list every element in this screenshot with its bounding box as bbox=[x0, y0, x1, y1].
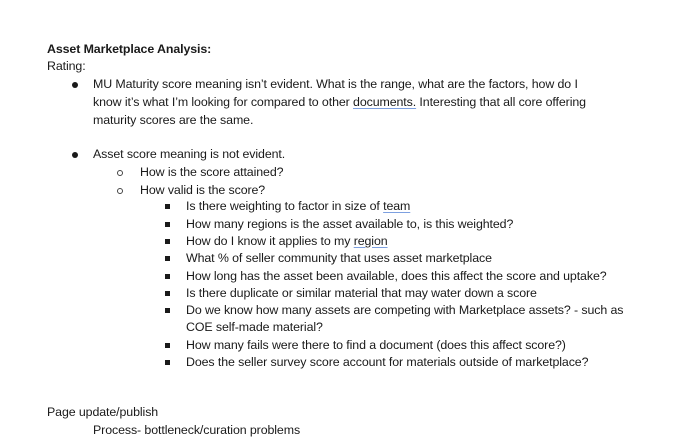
text-segment: Interesting that all core offering bbox=[416, 95, 586, 109]
text-segment: know it’s what I’m looking for compared to other bbox=[93, 95, 354, 109]
bullet-square-icon bbox=[165, 239, 170, 244]
rating-label: Rating: bbox=[47, 59, 86, 73]
item-fails: How many fails were there to find a document (does this affect score?) bbox=[186, 338, 566, 352]
bullet-disc-icon bbox=[72, 82, 78, 88]
item-seller-survey: Does the seller survey score account for materials outside of marketplace? bbox=[186, 355, 589, 369]
item-applies-region bbox=[186, 232, 388, 250]
item-duplicate: Is there duplicate or similar material that may water down a score bbox=[186, 286, 537, 300]
item-competing-line-1: Do we know how many assets are competing with Marketplace assets? - such as bbox=[186, 303, 624, 317]
item-competing-line-2: COE self-made material? bbox=[186, 320, 323, 334]
bullet-square-icon bbox=[165, 343, 170, 348]
bullet-square-icon bbox=[165, 291, 170, 296]
bullet-disc-icon bbox=[72, 152, 78, 158]
bullet-square-icon bbox=[165, 256, 170, 261]
bullet-square-icon bbox=[165, 204, 170, 209]
bullet-1-line-1: MU Maturity score meaning isn’t evident. What is the range, what are the factors, how do I bbox=[93, 77, 578, 91]
bullet-square-icon bbox=[165, 360, 170, 365]
bullet-square-icon bbox=[165, 274, 170, 279]
sub-bullet-score-attained: How is the score attained? bbox=[140, 165, 284, 179]
sub-bullet-score-valid: How valid is the score? bbox=[140, 183, 266, 197]
page-update-label: Page update/publish bbox=[47, 405, 159, 419]
bullet-circle-icon bbox=[117, 170, 123, 176]
spellcheck-flagged-word[interactable]: team bbox=[383, 199, 411, 213]
bullet-1-line-3: maturity scores are the same. bbox=[93, 113, 254, 127]
bullet-square-icon bbox=[165, 222, 170, 227]
text-segment: Is there weighting to factor in size of bbox=[186, 199, 384, 213]
bullet-circle-icon bbox=[117, 188, 123, 194]
spellcheck-flagged-word[interactable]: documents. bbox=[353, 95, 417, 109]
bullet-2-text: Asset score meaning is not evident. bbox=[93, 147, 286, 161]
item-weighting bbox=[186, 197, 410, 215]
document-heading: Asset Marketplace Analysis: bbox=[47, 42, 212, 56]
spellcheck-flagged-word[interactable]: region bbox=[353, 234, 388, 248]
item-availability: How long has the asset been available, does this affect the score and uptake? bbox=[186, 269, 607, 283]
text-segment: How do I know it applies to my bbox=[186, 234, 354, 248]
item-seller-community: What % of seller community that uses asset marketplace bbox=[186, 251, 492, 265]
item-regions: How many regions is the asset available to, is this weighted? bbox=[186, 217, 514, 231]
process-label: Process- bottleneck/curation problems bbox=[93, 423, 301, 437]
bullet-1-line-2 bbox=[93, 93, 586, 111]
bullet-square-icon bbox=[165, 308, 170, 313]
